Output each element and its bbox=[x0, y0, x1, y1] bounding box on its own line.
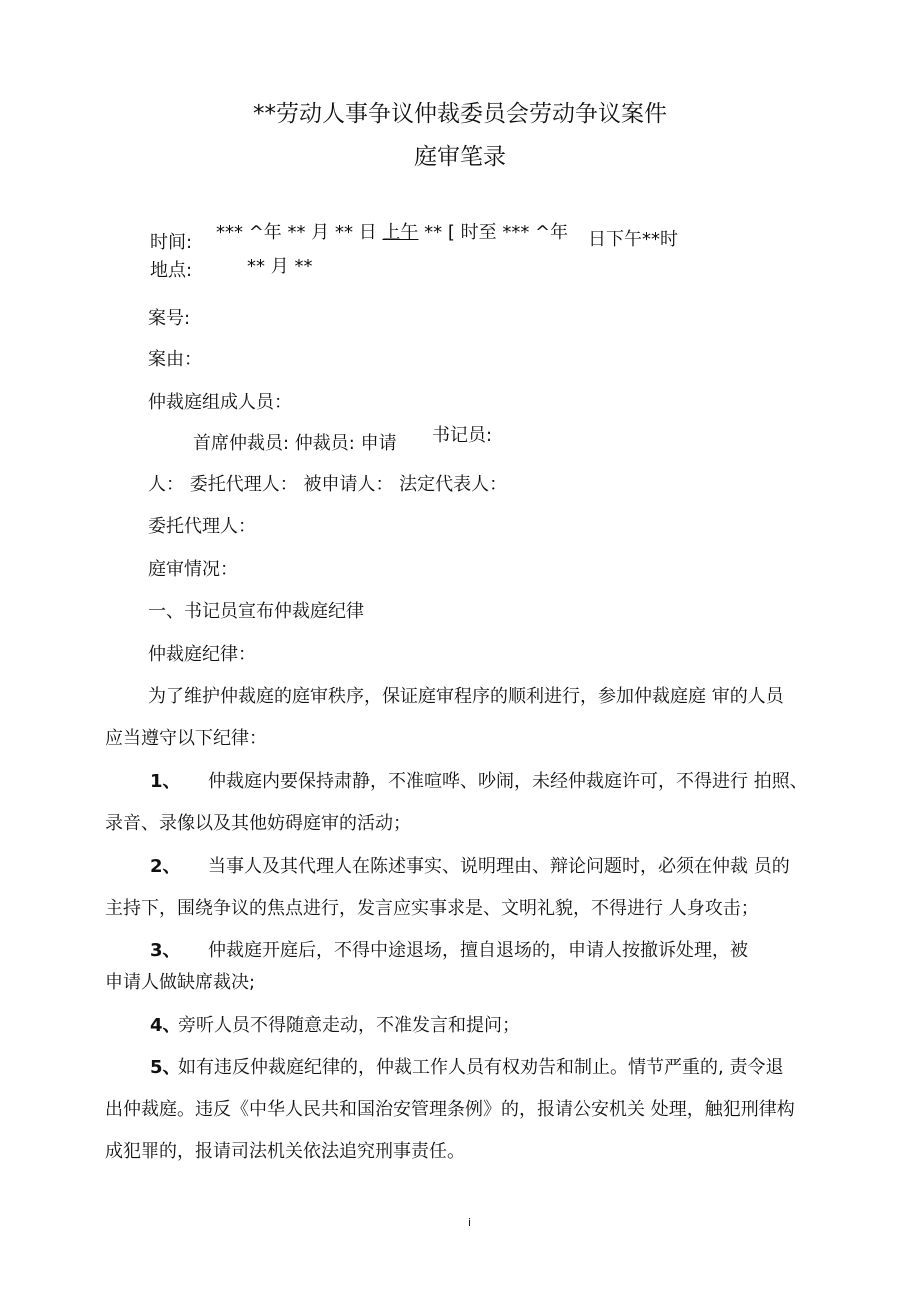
time-value bbox=[216, 222, 568, 244]
time-label: 时间: bbox=[150, 232, 193, 253]
rule-number: 3、 bbox=[150, 940, 181, 961]
page-number: i bbox=[468, 1216, 472, 1229]
case-number: 案号: bbox=[148, 308, 191, 329]
time-value-d: ** 月 ** bbox=[247, 256, 313, 277]
rule-text: 仲裁庭内要保持肃静，不准喧哗、吵闹，未经仲裁庭许可，不得进行 拍照、 bbox=[208, 771, 808, 792]
rule-number: 2、 bbox=[150, 856, 181, 877]
rule-number: 5、 bbox=[150, 1057, 181, 1078]
document-title: **劳动人事争议仲裁委员会劳动争议案件 bbox=[253, 101, 667, 127]
rule-number: 4、 bbox=[150, 1015, 181, 1036]
rule-text: 旁听人员不得随意走动，不准发言和提问； bbox=[178, 1015, 520, 1036]
intro-line-1: 为了维护仲裁庭的庭审秩序，保证庭审程序的顺利进行，参加仲裁庭庭 审的人员 bbox=[148, 686, 784, 707]
rule-text: 申请人做缺席裁决; bbox=[105, 972, 256, 993]
time-value-b: ** [ 时至 *** ^年 bbox=[418, 222, 569, 243]
members-line: 首席仲裁员: 仲裁员: 申请 bbox=[193, 433, 397, 454]
discipline-heading: 仲裁庭纪律： bbox=[148, 644, 256, 665]
hearing-label: 庭审情况： bbox=[148, 559, 238, 580]
tribunal-members: 仲裁庭组成人员： bbox=[148, 392, 292, 413]
parties-line: 人： 委托代理人： 被申请人： 法定代表人： bbox=[148, 474, 508, 495]
time-value-c: 日下午**时 bbox=[588, 229, 678, 250]
time-value-am: 上午 bbox=[382, 222, 419, 243]
place-label: 地点: bbox=[150, 260, 193, 281]
agent-label: 委托代理人： bbox=[148, 516, 256, 537]
rule-number: 1、 bbox=[150, 771, 181, 792]
intro-line-2: 应当遵守以下纪律： bbox=[105, 728, 267, 749]
rule-text: 如有违反仲裁庭纪律的，仲裁工作人员有权劝告和制止。情节严重的, 责令退 bbox=[178, 1057, 784, 1078]
time-value-a: *** ^年 ** 月 ** 日 bbox=[216, 222, 383, 243]
rule-text: 成犯罪的，报请司法机关依法追究刑事责任。 bbox=[105, 1141, 465, 1162]
section-heading: 一、书记员宣布仲裁庭纪律 bbox=[148, 601, 364, 622]
rule-text: 主持下，围绕争议的焦点进行，发言应实事求是、文明礼貌，不得进行 人身攻击； bbox=[105, 898, 759, 919]
rule-text: 出仲裁庭。违反《中华人民共和国治安管理条例》的，报请公安机关 处理，触犯刑律构 bbox=[105, 1099, 795, 1120]
rule-text: 仲裁庭开庭后，不得中途退场，擅自退场的，申请人按撤诉处理，被 bbox=[208, 940, 748, 961]
case-cause: 案由： bbox=[148, 349, 202, 370]
document-subtitle: 庭审笔录 bbox=[414, 144, 506, 170]
rule-text: 当事人及其代理人在陈述事实、说明理由、辩论问题时，必须在仲裁 员的 bbox=[208, 856, 790, 877]
rule-text: 录音、录像以及其他妨碍庭审的活动； bbox=[105, 813, 411, 834]
clerk-label: 书记员: bbox=[432, 425, 493, 446]
